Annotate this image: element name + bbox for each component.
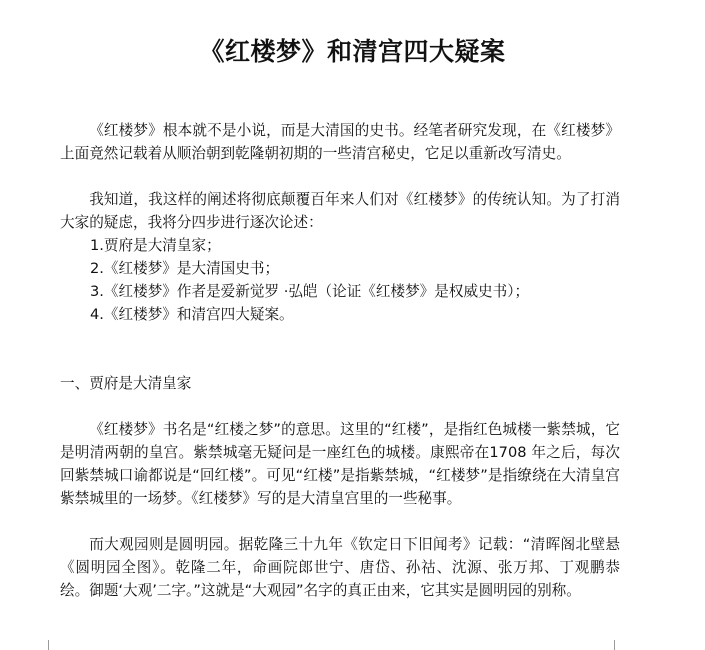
paragraph-spacing (60, 510, 620, 533)
document-body (60, 119, 620, 602)
section-paragraph-1: 《红楼梦》书名是“红楼之梦”的意思。这里的“红楼”，是指红色城楼一紫禁城，它是明清两朝的皇宫。紫禁城毫无疑问是一座红色的城楼。康熙帝在1708 年之后，每次回紫禁城口谕都说是“回红楼”。可见“红楼”是指紫禁城，“红楼梦”是指缭绕在大清皇宫紫禁城里的一场梦。《红楼梦》写的是大清皇宫里的一些秘事。 (60, 421, 620, 507)
paragraph-spacing (60, 165, 620, 188)
paragraph-spacing (60, 395, 620, 418)
section-spacing (60, 326, 620, 372)
outline-item-2: 2.《红楼梦》是大清国史书； (90, 260, 280, 277)
outline-item-3: 3.《红楼梦》作者是爱新觉罗 ·弘皑（论证《红楼梦》是权威史书）； (90, 283, 530, 300)
page-margin-marker-left (38, 640, 49, 650)
outline-item-4: 4.《红楼梦》和清宫四大疑案。 (90, 306, 294, 323)
page-margin-marker-right (614, 640, 625, 650)
document-title: 《红楼梦》和清宫四大疑案 (199, 37, 506, 66)
section-paragraph-2: 而大观园则是圆明园。据乾隆三十九年《钦定日下旧闻考》记载：“清晖阁北壁悬《圆明园全图》。乾隆二年，命画院郎世宁、唐岱、孙祜、沈源、张万邦、丁观鹏恭绘。御题‘大观’二字。”这就是“大观园”名字的真正由来，它其实是圆明园的别称。 (60, 536, 620, 599)
outline-item-1: 1.贾府是大清皇家； (90, 237, 221, 254)
intro-paragraph: 《红楼梦》根本就不是小说，而是大清国的史书。经笔者研究发现，在《红楼梦》上面竟然记载着从顺治朝到乾隆朝初期的一些清宫秘史，它足以重新改写清史。 (60, 122, 620, 162)
outline-paragraph: 我知道，我这样的阐述将彻底颠覆百年来人们对《红楼梦》的传统认知。为了打消大家的疑虑，我将分四步进行逐次论述： (60, 191, 620, 231)
section-heading: 一、贾府是大清皇家 (60, 375, 192, 392)
outline-list (60, 234, 620, 326)
